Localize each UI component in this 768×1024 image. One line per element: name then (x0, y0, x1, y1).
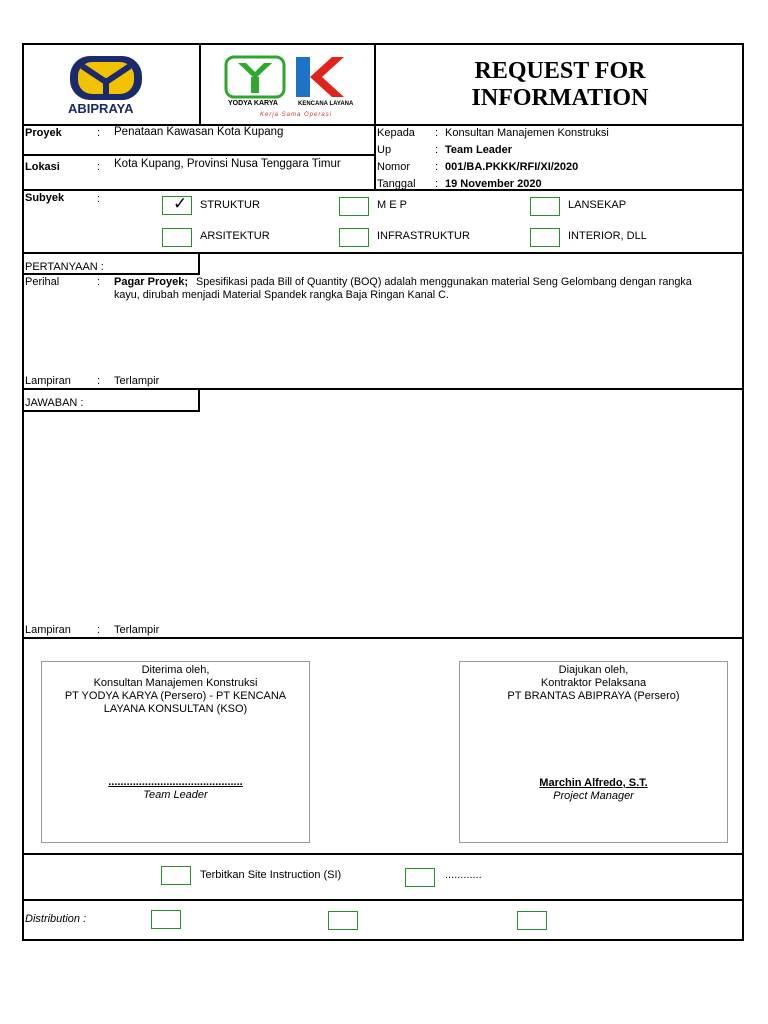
page-title-line1: REQUEST FOR (474, 58, 646, 84)
jawaban-answer-area[interactable] (24, 412, 742, 622)
kso-tagline: Kerja Sama Operasi (260, 112, 333, 118)
colon: : (435, 127, 439, 139)
divider (22, 853, 744, 855)
colon: : (97, 624, 101, 636)
sig-left-line2: Konsultan Manajemen Konstruksi (93, 677, 258, 689)
colon: : (435, 178, 439, 190)
sig-right-line1: Diajukan oleh, (558, 664, 629, 676)
proyek-label: Proyek (25, 127, 62, 139)
jawaban-header: JAWABAN : (25, 397, 84, 409)
checkbox-lansekap[interactable] (530, 197, 560, 216)
perihal-title: Pagar Proyek; (114, 276, 188, 288)
check-icon: ✓ (173, 194, 188, 213)
divider (22, 154, 376, 156)
lampiran-label-a: Lampiran (25, 624, 71, 636)
colon: : (97, 193, 101, 205)
lampiran-value-q: Terlampir (114, 375, 160, 387)
option-label-arsitektur: ARSITEKTUR (200, 230, 270, 242)
colon: : (435, 161, 439, 173)
colon: : (97, 161, 101, 173)
checkbox-other[interactable] (405, 868, 435, 887)
sig-right-line2: Kontraktor Pelaksana (540, 677, 647, 689)
tanggal-value: 19 November 2020 (445, 178, 542, 190)
kso-logo (224, 55, 354, 123)
checkbox-distribution-3[interactable] (517, 911, 547, 930)
checkbox-distribution-1[interactable] (151, 910, 181, 929)
sig-right-line3: PT BRANTAS ABIPRAYA (Persero) (507, 690, 680, 702)
pertanyaan-header: PERTANYAAN : (25, 261, 104, 273)
perihal-label: Perihal (25, 276, 60, 288)
sig-right-role: Project Manager (553, 790, 634, 802)
checkbox-infrastruktur[interactable] (339, 228, 369, 247)
sig-left-line3: PT YODYA KARYA (Persero) - PT KENCANA (64, 690, 287, 702)
lokasi-label: Lokasi (25, 161, 60, 173)
perihal-text-line1: Spesifikasi pada Bill of Quantity (BOQ) adalah menggunakan material Seng Gelombang dengan rangka (196, 276, 692, 288)
distribution-label: Distribution : (25, 913, 87, 925)
divider (22, 637, 744, 639)
other-label: ............ (445, 869, 482, 881)
page-title-line2: INFORMATION (471, 85, 649, 111)
abipraya-logo (60, 52, 160, 118)
lampiran-value-a: Terlampir (114, 624, 160, 636)
colon: : (97, 127, 101, 139)
checkbox-mep[interactable] (339, 197, 369, 216)
up-value: Team Leader (445, 144, 513, 156)
sig-left-role: Team Leader (143, 789, 208, 801)
kepada-label: Kepada (377, 127, 415, 139)
tanggal-label: Tanggal (377, 178, 416, 190)
lokasi-value: Kota Kupang, Provinsi Nusa Tenggara Timur (114, 158, 341, 170)
site-instruction-label: Terbitkan Site Instruction (SI) (200, 869, 342, 881)
checkbox-site-instruction[interactable] (161, 866, 191, 885)
kencana-caption: KENCANA LAYANA (298, 101, 354, 107)
nomor-value: 001/BA.PKKK/RFI/XI/2020 (445, 161, 579, 173)
sig-left-line4: LAYANA KONSULTAN (KSO) (103, 703, 248, 715)
checkbox-distribution-2[interactable] (328, 911, 358, 930)
option-label-infrastruktur: INFRASTRUKTUR (377, 230, 470, 242)
lampiran-label-q: Lampiran (25, 375, 71, 387)
option-label-interior: INTERIOR, DLL (568, 230, 647, 242)
option-label-struktur: STRUKTUR (200, 199, 260, 211)
checkbox-arsitektur[interactable] (162, 228, 192, 247)
kepada-value: Konsultan Manajemen Konstruksi (445, 127, 609, 139)
perihal-text-line2: kayu, dirubah menjadi Material Spandek rangka Baja Ringan Kanal C. (114, 289, 449, 301)
colon: : (97, 276, 101, 288)
yodya-caption: YODYA KARYA (228, 100, 278, 107)
option-label-mep: M E P (377, 199, 407, 211)
colon: : (435, 144, 439, 156)
sig-right-name: Marchin Alfredo, S.T. (539, 777, 648, 789)
option-label-lansekap: LANSEKAP (568, 199, 627, 211)
proyek-value: Penataan Kawasan Kota Kupang (114, 126, 284, 138)
subyek-label: Subyek (25, 192, 65, 204)
divider (199, 43, 201, 126)
abipraya-logo-text: ABIPRAYA (68, 101, 134, 116)
sig-left-name: ............................................ (108, 776, 243, 788)
divider (22, 899, 744, 901)
nomor-label: Nomor (377, 161, 411, 173)
checkbox-struktur[interactable] (162, 196, 192, 215)
checkbox-interior[interactable] (530, 228, 560, 247)
colon: : (97, 375, 101, 387)
sig-left-line1: Diterima oleh, (141, 664, 210, 676)
up-label: Up (377, 144, 392, 156)
